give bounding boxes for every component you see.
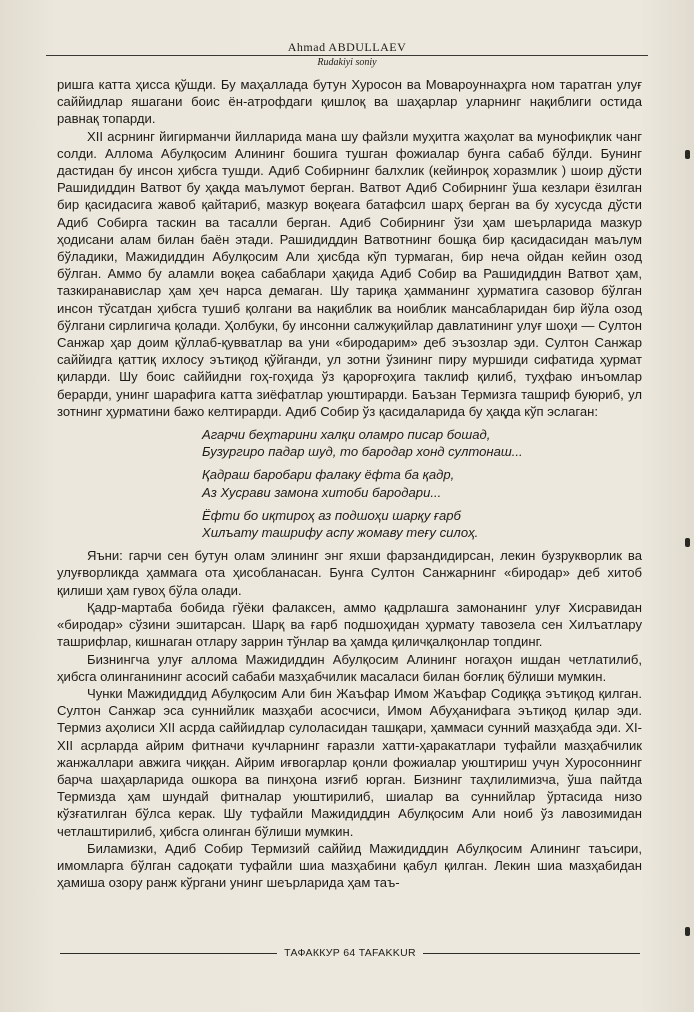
page-footer: [60, 947, 640, 959]
poem-stanza: [202, 466, 642, 500]
poem-stanza: [202, 426, 642, 460]
paragraph-continuation: ришга катта ҳисса қўшди. Бу маҳаллада бутун Хуросон ва Мовароуннаҳрга ном таратган улуғ саййидлар яшагани боис ён-атрофдаги қишлоқ ва шаҳарлар уларнинг нақиблиги остида равнақ топарди.: [57, 77, 642, 127]
binding-hole-mark: [685, 538, 690, 547]
article-body: [57, 76, 642, 891]
poem-verse: Ёфти бо иқтироҳ аз подшоҳи шарқу ғарб: [202, 507, 461, 523]
footer-rule-left: [60, 953, 277, 954]
binding-hole-mark: [685, 150, 690, 159]
poem-verse: Қадраш баробари фалаку ёфта ба қадр,: [202, 467, 455, 483]
poem-verse: Аз Хусрави замона хитоби бародари...: [202, 484, 442, 500]
poem-quote: [57, 426, 642, 541]
footer-journal-page-number: ТАФАККУР 64 TAFAKKUR: [284, 947, 416, 959]
header-book-title: Rudakiyi soniy: [317, 57, 377, 68]
running-head: [46, 40, 648, 69]
poem-verse: Бузургиро падар шуд, то бародар хонд султонаш...: [202, 444, 523, 460]
paragraph: Биламизки, Адиб Собир Термизий саййид Мажидиддин Абулқосим Алининг таъсири, имомларга бўлган садоқати туфайли шиа мазҳабини қабул қилган. Лекин шиа мазҳабидан ҳамиша озору ранж кўргани унинг шеърларида ҳам таъ-: [57, 840, 642, 891]
paragraph: Бизнингча улуғ аллома Мажидиддин Абулқосим Алининг ногаҳон ишдан четлатилиб, ҳибсга олинганининг асосий сабаби мазҳабчилик масаласи билан боғлиқ бўлиши мумкин.: [57, 651, 642, 684]
poem-stanza: [202, 507, 642, 541]
header-rule: [46, 55, 648, 56]
binding-hole-mark: [685, 927, 690, 936]
paragraph: Чунки Мажидиддид Абулқосим Али бин Жаъфар Имом Жаъфар Содиққа эътиқод қилган. Султон Санжар эса суннийлик мазҳаби асосчиси, Имом Абуҳанифага эътиқод қилар эди. Термиз аҳолиси XII асрда саййидлар сулоласидан ташқари, ҳаммаси сунний мазҳабда эди. XI-XII асрларда айрим фитначи кучларнинг ғаразли хатти-ҳаракатлари туфайли мазҳабчилик жанжаллари авжига чиққан. Айрим иғвогарлар қонли фожиалар уюштириш учун Хуросоннинг барча шаҳарларида ошкора ва пинҳона изғиб юрган. Бизнинг таҳлилимизча, ўша пайтда Термизда ҳам шундай фитналар уюштирилиб, шиалар ва суннийлар ўртасида низо кўзғатилган бўлса керак. Шу туфайли Мажидиддин Абулқосим Али ноиб ўз лавозимидан четлаштирилиб, ҳибсга олинган бўлиши мумкин.: [57, 685, 642, 839]
paragraph: Яъни: гарчи сен бутун олам элининг энг яхши фарзандидирсан, лекин бузрукворлик ва улуғворликда ҳаммага ота ҳисобланасан. Бунга Султон Санжарнинг «биродар» деб хитоб қилиши ҳам гувоҳ бўла олади.: [57, 548, 642, 598]
paragraph: XII асрнинг йигирманчи йилларида мана шу файзли муҳитга жаҳолат ва мунофиқлик чанг солди. Аллома Абулқосим Алининг бошига тушган фожиалар бунга сабаб бўлди. Бунинг дастидан бу инсон ҳибсга тушди. Адиб Собирнинг балхлик (кейинроқ хоразмлик ) шоир дўсти Рашидиддин Ватвот бу ҳақда маълумот берган. Ватвот Адиб Собирнинг ўша кезлари ёзилган бир қасидасига жавоб қайтариб, мазкур воқеага батафсил шарҳ берган ва бу хусусда дўсти Адиб Собирга таскин ва тасалли берган. Адиб Собирнинг ўзи ҳам шеърларида мазкур ҳодисани алам билан баён этади. Рашидиддин Ватвотнинг бошқа бир қасидасидан маълум бўладики, Мажидиддин Абулқосим Али ҳисбда кўп турмаган, бир неча ойдан кейин озод бўлган. Аммо бу аламли воқеа сабаблари ҳақида Адиб Собир ва Рашидиддин Ватвот ҳам, тазкиранавислар ҳам ҳеч нарса демаган. Шу тариқа ҳамманинг ҳурматига сазовор бўлган инсон тўсатдан ҳибсга тушиб қолгани ва нақиблик ва ноиблик мансабларидан бир йўла озод бўлгани сирлигича қолади. Ҳолбуки, бу инсонни салжуқийлар давлатининг улуғ шоҳи — Султон Санжар ҳар доим қўллаб-қувватлар ва уни «биродарим» деб эъзозлар эди. Султон Санжар саййидга қаттиқ ихлосу эътиқод қўйганди, ул зотни ўзининг пиру муршиди сифатида ҳурмат қиларди. Шу боис саййидни гоҳ-гоҳида ўз қарорғоҳига таклиф қилиб, туҳфаю инъомлар берарди, унинг шарафига катта зиёфатлар уюштирарди. Баъзан Термизга ташриф буюриб, ул зотнинг ҳурматини бажо келтирарди. Адиб Собир ўз қасидаларида бу ҳақда кўп эслаган:: [57, 128, 642, 419]
footer-rule-right: [423, 953, 640, 954]
header-author: Ahmad ABDULLAEV: [287, 40, 407, 54]
paragraph: Қадр-мартаба бобида гўёки фалаксен, аммо қадрлашга замонанинг улуғ Хисравидан «биродар» сўзини эшитарсан. Шарқ ва ғарб подшоҳидан ҳурмату тавозела сен Хилъатлару ташрифлар, кишнаган отлару заррин тўнлар ва ҳамда қиличқалқонлар топдинг.: [57, 599, 642, 650]
poem-verse: Агарчи беҳтарини халқи оламро писар бошад,: [202, 427, 491, 443]
poem-verse: Хилъату ташрифу аспу жомаву теғу силоҳ.: [202, 525, 479, 541]
